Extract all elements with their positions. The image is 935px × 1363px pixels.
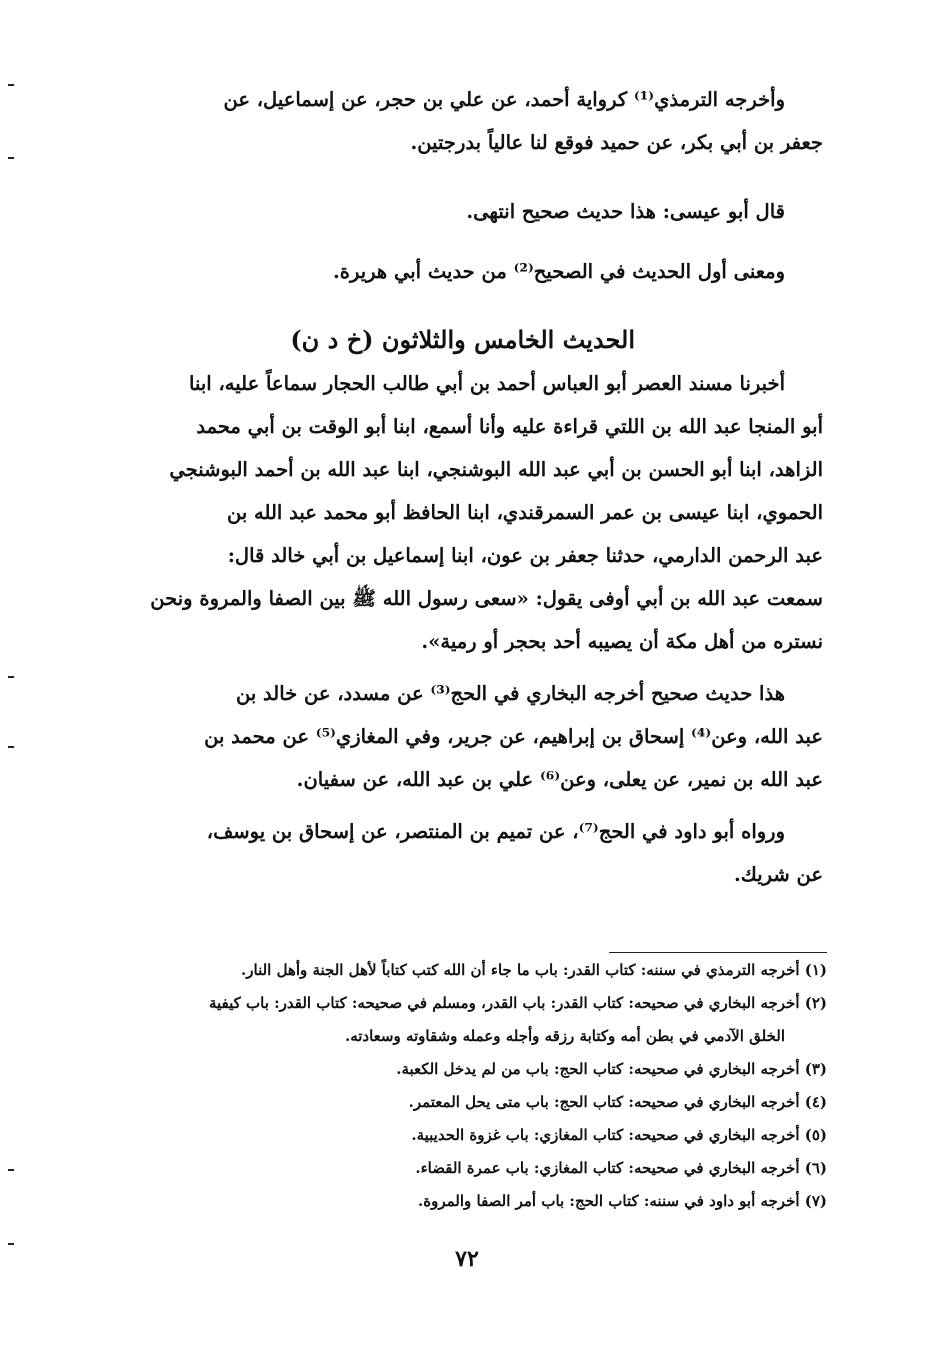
paragraph-5 xyxy=(111,672,823,801)
paragraph-2 xyxy=(111,190,823,233)
text-line: هذا حديث صحيح أخرجه البخاري في الحج⁽³⁾ عن مسدد، عن خالد بن xyxy=(235,682,785,705)
text-line: أخبرنا مسند العصر أبو العباس أحمد بن أبي طالب الحجار سماعاً عليه، ابنا xyxy=(189,372,785,395)
margin-mark xyxy=(8,746,14,748)
footnote-5: (٥) أخرجه البخاري في صحيحه: كتاب المغازي: باب غزوة الحديبية. xyxy=(411,1126,827,1144)
text-line: ورواه أبو داود في الحج⁽⁷⁾، عن تميم بن المنتصر، عن إسحاق بن يوسف، xyxy=(206,820,785,843)
text-line: الحموي، ابنا عيسى بن عمر السمرقندي، ابنا الحافظ أبو محمد عبد الله بن xyxy=(226,501,823,524)
margin-mark xyxy=(8,1243,14,1245)
footnote-3: (٣) أخرجه البخاري في صحيحه: كتاب الحج: باب من لم يدخل الكعبة. xyxy=(396,1060,827,1078)
text-line: عن شريك. xyxy=(733,863,823,886)
footnote-4: (٤) أخرجه البخاري في صحيحه: كتاب الحج: باب متى يحل المعتمر. xyxy=(408,1093,827,1111)
text-line: ومعنى أول الحديث في الصحيح⁽²⁾ من حديث أبي هريرة. xyxy=(332,260,785,283)
page-number: ٧٢ xyxy=(455,1246,479,1272)
footnote-1: (١) أخرجه الترمذي في سننه: كتاب القدر: باب ما جاء أن الله كتب كتاباً لأهل الجنة وأهل النار. xyxy=(241,961,827,979)
text-line: وأخرجه الترمذي⁽¹⁾ كرواية أحمد، عن علي بن حجر، عن إسماعيل، عن xyxy=(223,88,785,111)
footnote-6: (٦) أخرجه البخاري في صحيحه: كتاب المغازي: باب عمرة القضاء. xyxy=(415,1159,827,1177)
text-line: عبد الرحمن الدارمي، حدثنا جعفر بن عون، ابنا إسماعيل بن أبي خالد قال: xyxy=(227,544,823,567)
footnote-separator xyxy=(609,952,827,953)
paragraph-3 xyxy=(111,250,823,293)
margin-mark xyxy=(8,1169,14,1171)
text-line: قال أبو عيسى: هذا حديث صحيح انتهى. xyxy=(466,200,785,223)
text-line: عبد الله، وعن⁽⁴⁾ إسحاق بن إبراهيم، عن جرير، وفي المغازي⁽⁵⁾ عن محمد بن xyxy=(204,725,823,748)
margin-mark xyxy=(8,676,14,678)
text-line: عبد الله بن نمير، عن يعلى، وعن⁽⁶⁾ علي بن عبد الله، عن سفيان. xyxy=(296,768,823,791)
text-line: جعفر بن أبي بكر، عن حميد فوقع لنا عالياً بدرجتين. xyxy=(410,131,823,154)
margin-mark xyxy=(8,157,14,159)
footnote-2-continued: الخلق الآدمي في بطن أمه وكتابة رزقه وأجله وعمله وشقاوته وسعادته. xyxy=(344,1027,785,1045)
footnotes xyxy=(107,954,827,1218)
text-line: نستره من أهل مكة أن يصيبه أحد بحجر أو رمية». xyxy=(421,630,823,653)
footnote-2: (٢) أخرجه البخاري في صحيحه: كتاب القدر: باب القدر، ومسلم في صحيحه: كتاب القدر: باب كيفية xyxy=(208,994,827,1012)
paragraph-1 xyxy=(111,78,823,164)
footnote-7: (٧) أخرجه أبو داود في سننه: كتاب الحج: باب أمر الصفا والمروة. xyxy=(418,1192,827,1210)
paragraph-4 xyxy=(111,362,823,663)
text-line: أبو المنجا عبد الله بن اللتي قراءة عليه وأنا أسمع، ابنا أبو الوقت بن أبي محمد xyxy=(196,415,823,438)
hadith-heading: الحديث الخامس والثلاثون (خ د ن) xyxy=(290,325,635,354)
margin-mark xyxy=(8,84,14,86)
text-line: سمعت عبد الله بن أبي أوفى يقول: «سعى رسول الله ﷺ بين الصفا والمروة ونحن xyxy=(150,587,823,610)
text-line: الزاهد، ابنا أبو الحسن بن أبي عبد الله البوشنجي، ابنا عبد الله بن أحمد البوشنجي xyxy=(169,458,823,481)
paragraph-6 xyxy=(111,810,823,896)
